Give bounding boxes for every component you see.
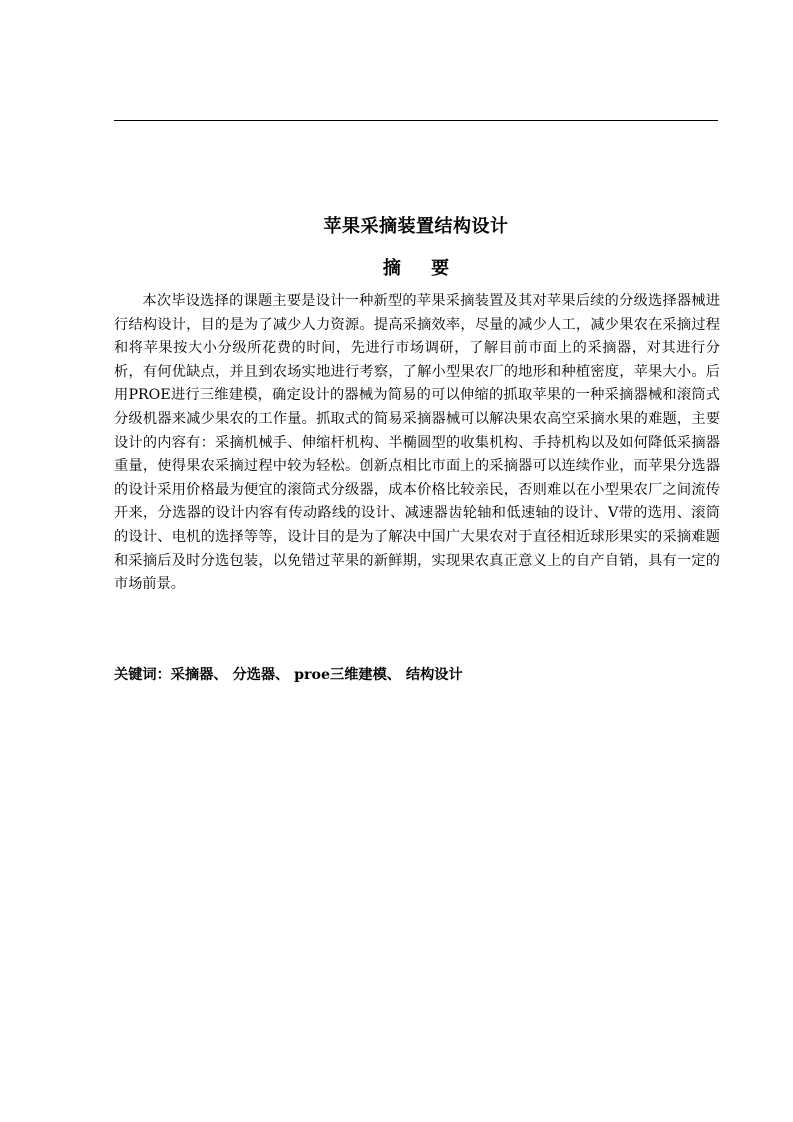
abstract-body: 本次毕设选择的课题主要是设计一种新型的苹果采摘装置及其对苹果后续的分级选择器械进行结构设计，目的是为了减少人力资源。提高采摘效率，尽量的减少人工，减少果农在采摘过程和将苹果按大小分级所花费的时间，先进行市场调研，了解目前市面上的采摘器，对其进行分析，有何优缺点，并且到农场实地进行考察，了解小型果农厂的地形和种植密度，苹果大小。后用PROE进行三维建模，确定设计的器械为简易的可以伸缩的抓取苹果的一种采摘器械和滚筒式分级机器来减少果农的工作量。抓取式的简易采摘器械可以解决果农高空采摘水果的难题，主要设计的内容有：采摘机械手、伸缩杆机构、半椭圆型的收集机构、手持机构以及如何降低采摘器重量，使得果农采摘过程中较为轻松。创新点相比市面上的采摘器可以连续作业，而苹果分选器的设计采用价格最为便宜的滚筒式分级器，成本价格比较亲民，否则难以在小型果农厂之间流传开来，分选器的设计内容有传动路线的设计、减速器齿轮轴和低速轴的设计、V带的选用、滚筒的设计、电机的选择等等，设计目的是为了解决中国广大果农对于直径相近球形果实的采摘难题和采摘后及时分选包装，以免错过苹果的新鲜期，实现果农真正意义上的自产自销，具有一定的市场前景。 [114,293,720,593]
header-rule [114,120,718,121]
abstract-heading: 摘 要 [382,258,462,279]
document-title: 苹果采摘装置结构设计 [323,216,509,237]
keywords-line: 关键词：采摘器、 分选器、 proe三维建模、 结构设计 [114,667,463,683]
